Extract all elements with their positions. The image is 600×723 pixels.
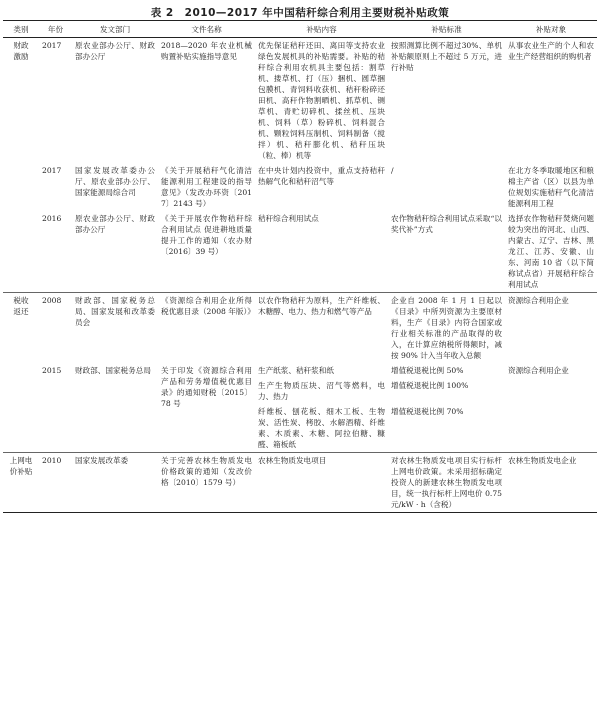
header-target: 补贴对象 [505, 21, 597, 38]
cell-standard: / [391, 166, 394, 175]
cell-doc: 关于完善农林生物质发电价格政策的通知（发改价格〔2010〕1579 号） [158, 453, 255, 513]
table-row [3, 211, 597, 293]
header-category: 类别 [3, 21, 39, 38]
cell-content: 生产生物质压块、沼气等燃料，电力、热力 [258, 381, 385, 401]
header-dept: 发文部门 [72, 21, 158, 38]
cell-standard: 增值税退税比例 50% [391, 366, 464, 375]
cell-year: 2015 [42, 366, 62, 375]
subsidy-policy-table [3, 20, 597, 513]
header-standard: 补贴标准 [388, 21, 505, 38]
cell-target: 农林生物质发电企业 [505, 453, 597, 513]
cell-doc: 关于印发《资源综合利用产品和劳务增值税优惠目录》的通知财税〔2015〕78 号 [161, 366, 252, 408]
table-row [3, 38, 597, 164]
cell-year: 2017 [39, 38, 72, 164]
cell-dept: 国家发展改革委 [72, 453, 158, 513]
header-year: 年份 [39, 21, 72, 38]
cell-target: 在北方冬季取暖地区和粮棉主产省（区）以县为单位规划实施秸秆气化清洁能源利用工程 [508, 166, 594, 208]
cell-content: 在中央计划内投资中，重点支持秸秆热解气化和秸秆沼气等 [258, 166, 385, 186]
cell-doc: 《关于开展农作物秸秆综合利用试点 促进耕地质量提升工作的通知（农办财〔2016〕39 号） [161, 214, 252, 256]
cell-content: 优先保证秸秆还田、离田等支持农业绿色发展机具的补贴需要。补贴的秸秆综合利用农机具主要包括：割草机、搂草机、打（压）捆机、圆草捆包膜机、青饲料收获机、秸秆粉碎还田机、高秆作物割晒机、抓草机、铡草机、青贮切碎机、揉丝机、压块机、饲料（草）粉碎机、饲料混合机、颗粒饲料压制机、饲料制备（搅拌）机、秸秆膨化机、秸秆压块（粒、棒）机等 [255, 38, 388, 164]
cell-year: 2017 [42, 166, 62, 175]
cell-standard: 企业自 2008 年 1 月 1 日起以《目录》中所列资源为主要原材料，生产《目录》内符合国家或行业相关标准的产品取得的收入，在计算应纳税所得额时，减按 90% 计入当年收入总额 [388, 293, 505, 364]
cell-content: 以农作物秸秆为原料，生产纤维板、木糖醇、电力、热力和燃气等产品 [255, 293, 388, 364]
cell-dept: 国家发展改革委办公厅、原农业部办公厅、国家能源局综合司 [75, 166, 155, 197]
table-row [3, 363, 597, 378]
cell-target: 资源综合利用企业 [508, 366, 569, 375]
table-row [3, 293, 597, 364]
cell-category: 税收 返还 [3, 293, 39, 453]
cell-standard: 增值税退税比例 70% [391, 407, 464, 416]
cell-year: 2008 [39, 293, 72, 364]
cell-target: 选择农作物秸秆焚烧问题较为突出的河北、山西、内蒙古、辽宁、吉林、黑龙江、江苏、安徽、山东、河南 10 省（以下简称试点省）开展秸秆综合利用试点 [508, 214, 594, 289]
header-content: 补贴内容 [255, 21, 388, 38]
cell-doc: 《关于开展秸秆气化清洁能源利用工程建设的指导意见》（发改办环资〔2017〕2143 号） [161, 166, 252, 208]
header-doc: 文件名称 [158, 21, 255, 38]
cell-category: 上网电 价补贴 [3, 453, 39, 513]
cell-content: 农林生物质发电项目 [255, 453, 388, 513]
table-row [3, 453, 597, 513]
cell-year: 2010 [39, 453, 72, 513]
cell-dept: 原农业部办公厅、财政部办公厅 [75, 214, 155, 234]
table-title: 表 2 2010—2017 年中国秸秆综合利用主要财税补贴政策 [150, 7, 450, 19]
cell-content: 纤维板、刨花板、细木工板、生物炭、活性炭、栲胶、水解酒精、纤维素、木质素、木糖、阿拉伯糖、糠醛、箱板纸 [258, 407, 385, 449]
cell-dept: 原农业部办公厅、财政部办公厅 [72, 38, 158, 164]
header-row [3, 21, 597, 38]
cell-category: 财政 激励 [3, 38, 39, 293]
cell-doc: 2018—2020 年农业机械购置补贴实施指导意见 [158, 38, 255, 164]
table-row [3, 163, 597, 211]
cell-target: 资源综合利用企业 [505, 293, 597, 364]
cell-standard: 对农林生物质发电项目实行标杆上网电价政策。未采用招标确定投资人的新建农林生物质发电项目，统一执行标杆上网电价 0.75 元/kW · h（含税） [388, 453, 505, 513]
cell-dept: 财政部、国家税务总局、国家发展和改革委员会 [72, 293, 158, 364]
cell-dept: 财政部、国家税务总局 [75, 366, 151, 375]
cell-year: 2016 [42, 214, 62, 223]
cell-content: 生产纸浆、秸秆浆和纸 [258, 366, 334, 375]
cell-standard: 增值税退税比例 100% [391, 381, 469, 390]
cell-content: 秸秆综合利用试点 [258, 214, 319, 223]
cell-target: 从事农业生产的个人和农业生产经营组织的购机者 [505, 38, 597, 164]
cell-standard: 农作物秸秆综合利用试点采取“以奖代补”方式 [391, 214, 502, 234]
cell-doc: 《资源综合利用企业所得税优惠目录（2008 年版）》 [158, 293, 255, 364]
cell-standard: 按照测算比例不超过30%、单机补贴额原则上不超过 5 万元，进行补贴 [388, 38, 505, 164]
